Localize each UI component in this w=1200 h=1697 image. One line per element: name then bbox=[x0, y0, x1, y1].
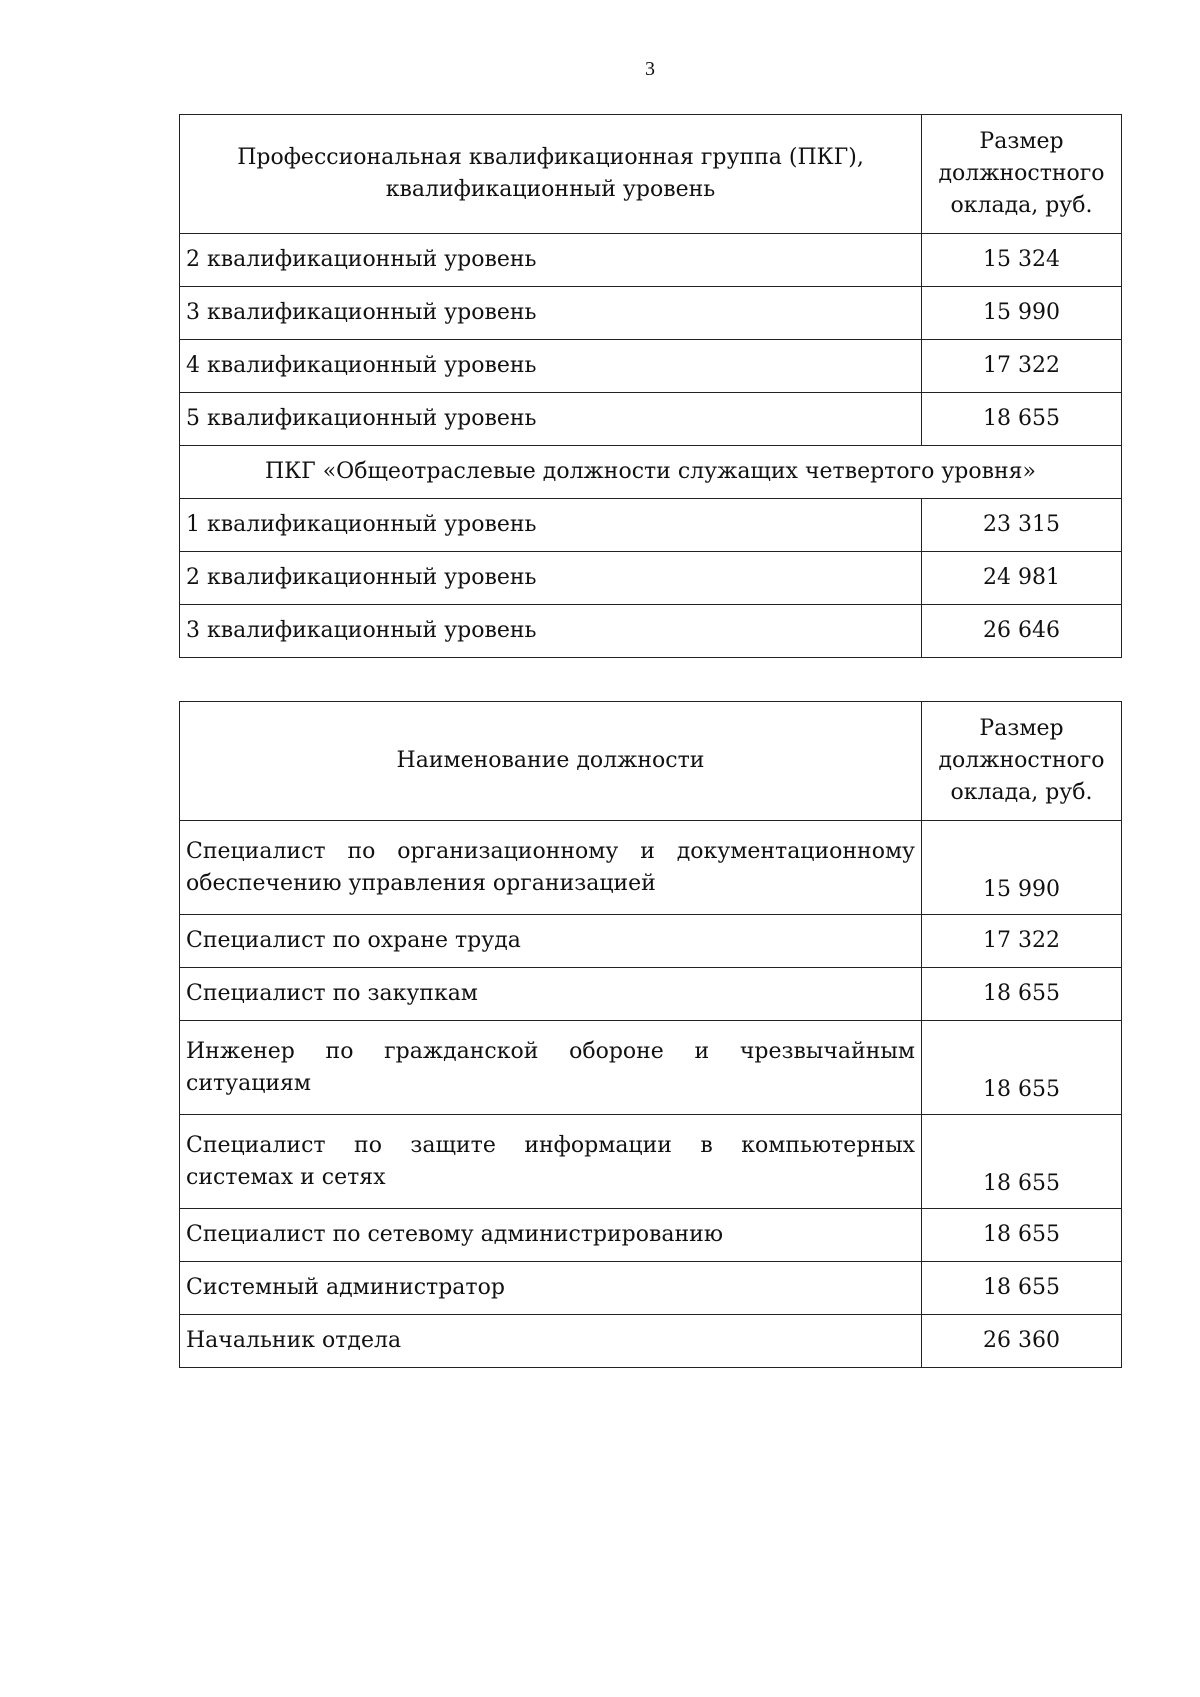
position-name bbox=[180, 1021, 922, 1115]
page-number: 3 bbox=[645, 58, 655, 80]
table-row bbox=[180, 287, 1122, 340]
qualification-level: 2 квалификационный уровень bbox=[180, 552, 922, 605]
table-row bbox=[180, 821, 1122, 915]
table-row bbox=[180, 1021, 1122, 1115]
salary-amount: 26 646 bbox=[922, 605, 1122, 658]
salary-amount: 24 981 bbox=[922, 552, 1122, 605]
table-row bbox=[180, 1209, 1122, 1262]
position-name: Системный администратор bbox=[180, 1262, 922, 1315]
position-name: Специалист по сетевому администрированию bbox=[180, 1209, 922, 1262]
salary-amount: 18 655 bbox=[922, 968, 1122, 1021]
position-name-line: обеспечению управления организацией bbox=[186, 870, 656, 896]
qualification-level: 4 квалификационный уровень bbox=[180, 340, 922, 393]
position-name bbox=[180, 1115, 922, 1209]
table-row bbox=[180, 1115, 1122, 1209]
salary-amount: 23 315 bbox=[922, 499, 1122, 552]
salary-amount: 18 655 bbox=[922, 393, 1122, 446]
position-name-line: Специалист по организационному и документационному bbox=[186, 838, 915, 864]
qualification-level: 1 квалификационный уровень bbox=[180, 499, 922, 552]
group-title: ПКГ «Общеотраслевые должности служащих четвертого уровня» bbox=[180, 446, 1122, 499]
position-name-line: системах и сетях bbox=[186, 1164, 386, 1190]
salary-amount: 15 990 bbox=[922, 821, 1122, 915]
salary-amount: 17 322 bbox=[922, 340, 1122, 393]
qualification-level: 2 квалификационный уровень bbox=[180, 234, 922, 287]
header-group-level: Профессиональная квалификационная группа (ПКГ), квалификационный уровень bbox=[180, 115, 922, 234]
position-name-line: Специалист по защите информации в компьютерных bbox=[186, 1132, 915, 1158]
salary-amount: 18 655 bbox=[922, 1262, 1122, 1315]
table-row bbox=[180, 552, 1122, 605]
table-row bbox=[180, 340, 1122, 393]
table-row bbox=[180, 915, 1122, 968]
table-header-row bbox=[180, 115, 1122, 234]
table-header-row bbox=[180, 702, 1122, 821]
salary-table-qualification-levels bbox=[179, 114, 1122, 658]
salary-table-positions bbox=[179, 701, 1122, 1368]
salary-amount: 15 990 bbox=[922, 287, 1122, 340]
group-title-row bbox=[180, 446, 1122, 499]
table-row bbox=[180, 234, 1122, 287]
position-name: Начальник отдела bbox=[180, 1315, 922, 1368]
salary-amount: 17 322 bbox=[922, 915, 1122, 968]
position-name-line: ситуациям bbox=[186, 1070, 312, 1096]
table-row bbox=[180, 393, 1122, 446]
salary-amount: 18 655 bbox=[922, 1115, 1122, 1209]
qualification-level: 5 квалификационный уровень bbox=[180, 393, 922, 446]
position-name: Специалист по охране труда bbox=[180, 915, 922, 968]
table-row bbox=[180, 499, 1122, 552]
position-name bbox=[180, 821, 922, 915]
header-position-name: Наименование должности bbox=[180, 702, 922, 821]
salary-amount: 18 655 bbox=[922, 1209, 1122, 1262]
table-row bbox=[180, 968, 1122, 1021]
qualification-level: 3 квалификационный уровень bbox=[180, 605, 922, 658]
qualification-level: 3 квалификационный уровень bbox=[180, 287, 922, 340]
table-row bbox=[180, 605, 1122, 658]
table-row bbox=[180, 1262, 1122, 1315]
salary-amount: 15 324 bbox=[922, 234, 1122, 287]
header-salary-size: Размер должностного оклада, руб. bbox=[922, 115, 1122, 234]
position-name-line: Инженер по гражданской обороне и чрезвычайным bbox=[186, 1038, 915, 1064]
salary-amount: 26 360 bbox=[922, 1315, 1122, 1368]
position-name: Специалист по закупкам bbox=[180, 968, 922, 1021]
salary-amount: 18 655 bbox=[922, 1021, 1122, 1115]
header-salary-size: Размер должностного оклада, руб. bbox=[922, 702, 1122, 821]
table-row bbox=[180, 1315, 1122, 1368]
